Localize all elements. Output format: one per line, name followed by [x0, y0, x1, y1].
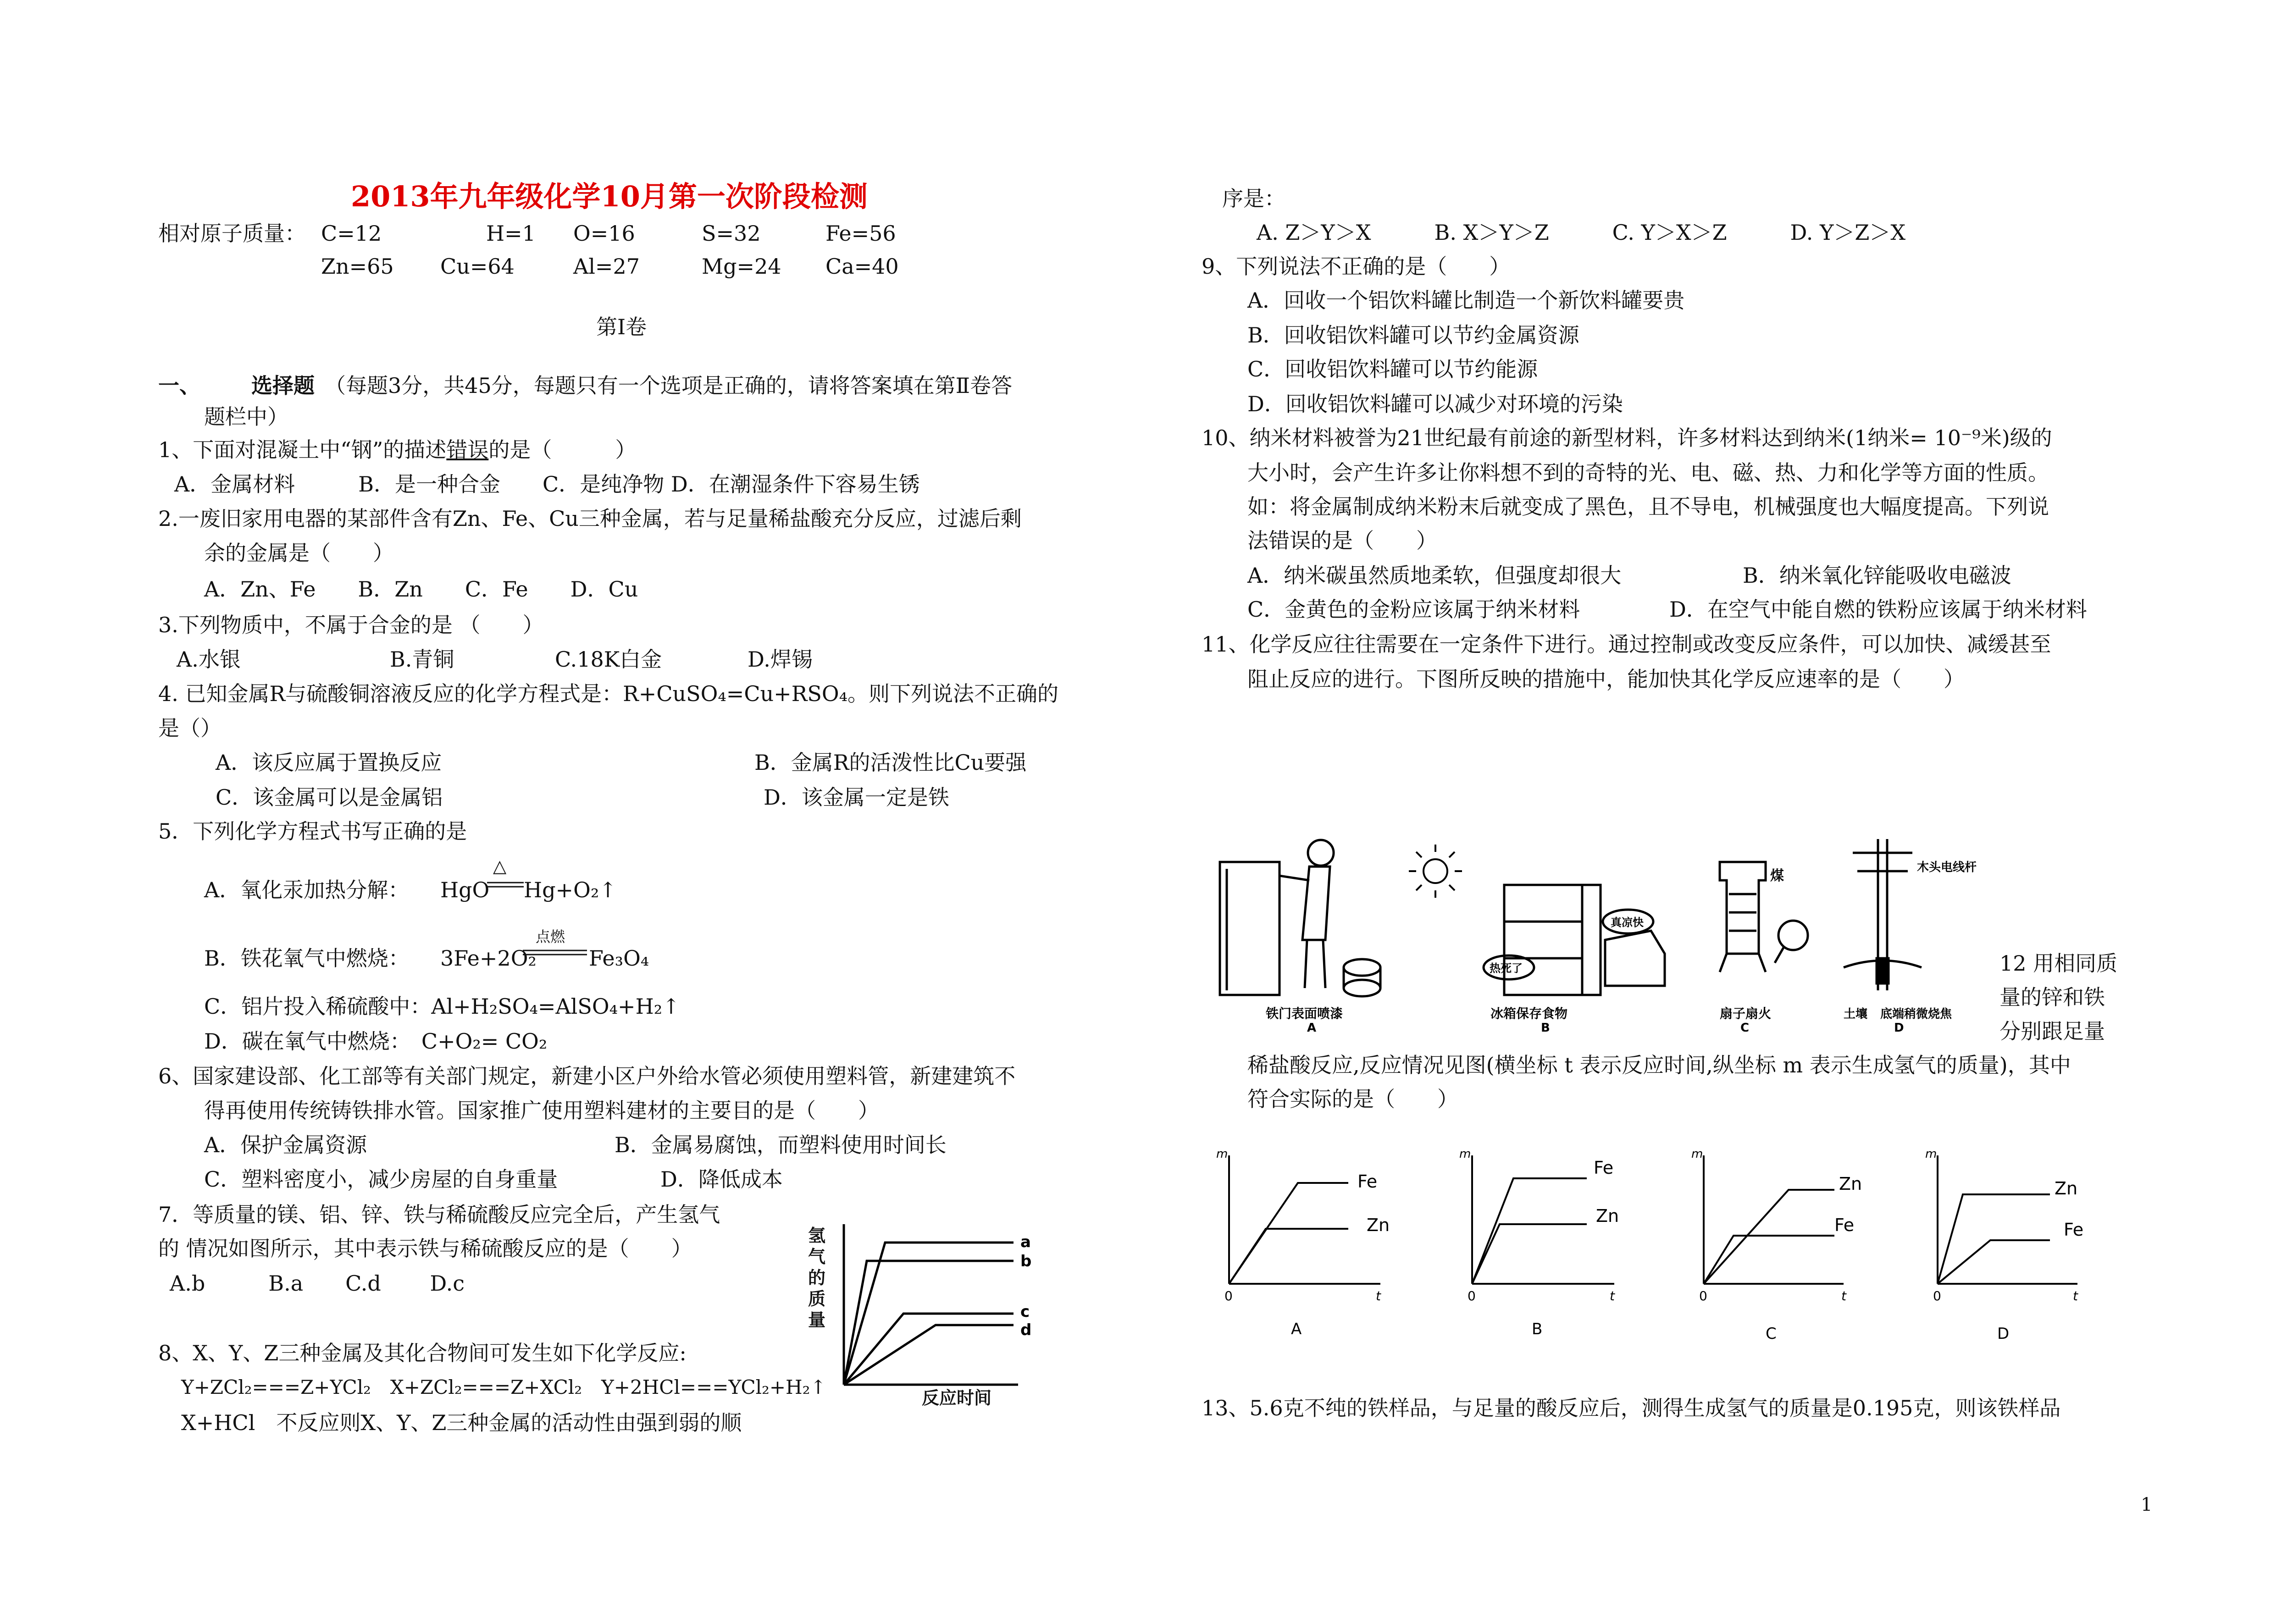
question-10-stem: 大小时，会产生许多让你料想不到的奇特的光、电、磁、热、力和化学等方面的性质。	[1247, 460, 2049, 485]
origin-label: 0	[1699, 1288, 1707, 1304]
page-number: 1	[2141, 1494, 2153, 1515]
q7-hydrogen-graph	[798, 1210, 1055, 1412]
question-2-stem: 余的金属是（ ）	[204, 541, 394, 565]
question-9-option-d: D．回收铝饮料罐可以减少对环境的污染	[1247, 392, 1623, 416]
illustration-b	[1484, 885, 1665, 995]
axis-label: t	[2073, 1288, 2078, 1304]
question-6-option-d: D．降低成本	[660, 1167, 783, 1192]
curve-label: Zn	[1839, 1174, 1862, 1194]
curve-label: a	[1020, 1233, 1031, 1251]
atomic-mass: Zn=65	[321, 254, 394, 279]
question-2-options: A．Zn、Fe B．Zn C．Fe D．Cu	[204, 577, 638, 602]
axis-label: m	[1216, 1147, 1228, 1161]
question-10-option-b: B．纳米氧化锌能吸收电磁波	[1743, 563, 2011, 588]
equals-sign	[523, 949, 587, 956]
question-1-stem: 1、下面对混凝土中“钢”的描述错误的是（ ）	[158, 437, 637, 462]
question-7-stem: 7．等质量的镁、铝、锌、铁与稀硫酸反应完全后，产生氢气	[158, 1202, 720, 1227]
letter-a: A	[1307, 1021, 1317, 1032]
page-title: 2013年九年级化学10月第一次阶段检测	[351, 180, 868, 213]
graph-letter: C	[1766, 1325, 1777, 1343]
question-12-stem: 量的锌和铁	[1999, 985, 2105, 1010]
question-10-option-c: C．金黄色的金粉应该属于纳米材料	[1247, 597, 1580, 622]
question-9-option-b: B．回收铝饮料罐可以节约金属资源	[1247, 323, 1579, 348]
q7-graph-y-label: 氢气的质量	[808, 1226, 826, 1330]
equals-sign	[487, 881, 524, 889]
equation-left: HgO	[440, 878, 490, 902]
question-10-stem: 如：将金属制成纳米粉末后就变成了黑色，且不导电，机械强度也大幅度提高。下列说	[1247, 494, 2049, 519]
question-6-option-a: A．保护金属资源	[204, 1132, 367, 1157]
question-6-stem: 得再使用传统铸铁排水管。国家推广使用塑料建材的主要目的是（ ）	[204, 1098, 879, 1123]
caption-b: 冰箱保存食物	[1490, 1006, 1568, 1021]
illustration-d	[1844, 839, 1922, 990]
question-3-option: D.焊锡	[748, 647, 813, 672]
question-9-option-a: A．回收一个铝饮料罐比制造一个新饮料罐要贵	[1247, 288, 1685, 313]
question-8-stem: 8、X、Y、Z三种金属及其化合物间可发生如下化学反应:	[158, 1341, 687, 1365]
question-8-options: A. Z＞Y＞X B. X＞Y＞Z C. Y＞X＞Z D. Y＞Z＞X	[1257, 220, 1906, 245]
question-8-stem-cont: 序是：	[1222, 186, 1285, 211]
question-13-stem: 13、5.6克不纯的铁样品，与足量的酸反应后，测得生成氢气的质量是0.195克，则该铁样品	[1202, 1396, 2061, 1420]
question-4-stem: 是（）	[158, 716, 222, 740]
question-10-stem: 法错误的是（ ）	[1247, 528, 1437, 553]
atomic-mass-label: 相对原子质量：	[158, 221, 306, 246]
question-11-stem: 阻止反应的进行。下图所反映的措施中，能加快其化学反应速率的是（ ）	[1247, 667, 1965, 691]
axis-label: t	[1610, 1288, 1615, 1304]
question-12-stem: 分别跟足量	[1999, 1019, 2105, 1044]
question-10-option-d: D．在空气中能自燃的铁粉应该属于纳米材料	[1669, 597, 2087, 622]
curve-label: c	[1020, 1303, 1030, 1321]
question-6-option-b: B．金属易腐蚀，而塑料使用时间长	[615, 1132, 947, 1157]
origin-label: 0	[1933, 1288, 1941, 1304]
question-8-equations: Y+ZCl₂===Z+YCl₂ X+ZCl₂===Z+XCl₂ Y+2HCl===YCl₂+H₂↑	[181, 1376, 826, 1398]
question-3-option: A.水银	[177, 647, 241, 672]
caption-d: 土壤	[1844, 1007, 1868, 1021]
coal-label: 煤	[1770, 868, 1784, 884]
bubble-text: 热死了	[1490, 962, 1523, 975]
question-9-stem: 9、下列说法不正确的是（ ）	[1202, 254, 1511, 279]
question-3-stem: 3.下列物质中，不属于合金的是 （ ）	[158, 613, 544, 637]
question-4-option-a: A．该反应属于置换反应	[216, 750, 442, 775]
question-5-stem: 5．下列化学方程式书写正确的是	[158, 819, 467, 844]
atomic-mass: S=32	[702, 221, 761, 246]
question-12-stem: 12 用相同质	[1999, 951, 2118, 976]
curve-label: Fe	[1834, 1215, 1855, 1235]
question-11-stem: 11、化学反应往往需要在一定条件下进行。通过控制或改变反应条件，可以加快、减缓甚至	[1202, 632, 2051, 657]
graph-b	[1472, 1155, 1614, 1284]
question-4-option-d: D．该金属一定是铁	[764, 785, 949, 810]
graph-letter: B	[1532, 1320, 1543, 1338]
pole-label: 木头电线杆	[1917, 861, 1977, 874]
equation-left: 3Fe+2O₂	[440, 946, 537, 971]
question-6-stem: 6、国家建设部、化工部等有关部门规定，新建小区户外给水管必须使用塑料管，新建建筑不	[158, 1064, 1016, 1088]
question-5-option-c: C．铝片投入稀硫酸中：Al+H₂SO₄=AlSO₄+H₂↑	[204, 994, 680, 1019]
question-12-stem: 符合实际的是（ ）	[1247, 1087, 1458, 1111]
question-4-option-b: B．金属R的活泼性比Cu要强	[754, 750, 1027, 775]
section-note: （每题3分，共45分，每题只有一个选项是正确的，请将答案填在第Ⅱ卷答	[325, 373, 1013, 398]
caption-d: 底端稍微烧焦	[1880, 1007, 1952, 1021]
graph-c	[1704, 1155, 1844, 1284]
question-6-option-c: C．塑料密度小，减少房屋的自身重量	[204, 1167, 558, 1192]
heating-condition: △	[493, 856, 507, 876]
atomic-mass: Mg=24	[702, 254, 781, 279]
graph-letter: D	[1997, 1325, 2010, 1343]
curve-b	[844, 1261, 1014, 1385]
axis-label: t	[1376, 1288, 1381, 1304]
atomic-mass: O=16	[573, 221, 635, 246]
section-note: 题栏中）	[204, 404, 288, 429]
equation-right: Hg+O₂↑	[524, 878, 617, 902]
curve-label: b	[1020, 1252, 1032, 1270]
axis-label: m	[1459, 1147, 1471, 1161]
atomic-mass: Cu=64	[440, 254, 515, 279]
atomic-mass: C=12	[321, 221, 382, 246]
question-5-option-d: D．碳在氧气中燃烧： C+O₂= CO₂	[204, 1029, 548, 1054]
question-4-stem: 4. 已知金属R与硫酸铜溶液反应的化学方程式是：R+CuSO₄=Cu+RSO₄。则下列说法不正确的	[158, 681, 1059, 706]
graph-letter: A	[1291, 1320, 1302, 1338]
question-3-option: B.青铜	[390, 647, 454, 672]
question-3-option: C.18K白金	[555, 647, 662, 672]
q12-graphs	[1211, 1137, 2128, 1348]
q7-graph-x-label: 反应时间	[922, 1388, 992, 1408]
caption-a: 铁门表面喷漆	[1266, 1006, 1343, 1021]
question-5-option-b-label: B．铁花氧气中燃烧：	[204, 946, 410, 971]
equation-right: Fe₃O₄	[589, 946, 649, 971]
atomic-mass: H=1	[486, 221, 536, 246]
curve-label: Fe	[2064, 1220, 2084, 1240]
curve-label: Fe	[1594, 1158, 1614, 1178]
question-10-option-a: A．纳米碳虽然质地柔软，但强度却很大	[1247, 563, 1622, 588]
question-12-stem: 稀盐酸反应,反应情况见图(横坐标 t 表示反应时间,纵坐标 m 表示生成氢气的质量)，其中	[1247, 1053, 2071, 1077]
ignite-condition: 点燃	[536, 928, 565, 945]
section-name: 选择题	[251, 373, 315, 398]
curve-label: Zn	[1367, 1215, 1390, 1235]
atomic-mass: Al=27	[573, 254, 640, 279]
curve-label: d	[1020, 1321, 1032, 1339]
illustration-a	[1220, 840, 1380, 996]
volume-heading: 第Ⅰ卷	[596, 315, 647, 339]
axis-label: m	[1691, 1147, 1703, 1161]
question-7-options: A.b B.a C.d D.c	[170, 1271, 465, 1296]
question-1-options: A．金属材料 B．是一种合金 C．是纯净物 D．在潮湿条件下容易生锈	[174, 472, 920, 497]
graph-d	[1938, 1155, 2077, 1284]
curve-label: Zn	[2055, 1178, 2078, 1199]
bubble-text: 真凉快	[1611, 916, 1644, 929]
atomic-mass: Ca=40	[825, 254, 899, 279]
question-5-option-a-label: A．氧化汞加热分解：	[204, 878, 410, 902]
question-8-stem: X+HCl 不反应则X、Y、Z三种金属的活动性由强到弱的顺	[181, 1410, 742, 1435]
q11-illustrations	[1211, 816, 1990, 1032]
question-9-option-c: C．回收铝饮料罐可以节约能源	[1247, 357, 1538, 381]
letter-c: C	[1740, 1021, 1750, 1032]
curve-label: Fe	[1357, 1171, 1378, 1192]
question-10-stem: 10、纳米材料被誉为21世纪最有前途的新型材料，许多材料达到纳米(1纳米= 10⁻⁹米)级的	[1202, 425, 2052, 450]
origin-label: 0	[1468, 1288, 1476, 1304]
question-4-option-c: C．该金属可以是金属铝	[216, 785, 443, 810]
question-7-stem: 的 情况如图所示，其中表示铁与稀硫酸反应的是（ ）	[158, 1236, 692, 1261]
atomic-mass: Fe=56	[825, 221, 896, 246]
axis-label: m	[1925, 1147, 1937, 1161]
illustration-c	[1720, 862, 1808, 972]
section-number: 一、	[158, 373, 200, 398]
curve-label: Zn	[1596, 1206, 1619, 1226]
caption-c: 扇子扇火	[1720, 1006, 1772, 1021]
origin-label: 0	[1224, 1288, 1233, 1304]
axis-label: t	[1841, 1288, 1846, 1304]
letter-d: D	[1894, 1021, 1904, 1032]
sun-icon	[1409, 845, 1462, 898]
question-2-stem: 2.一废旧家用电器的某部件含有Zn、Fe、Cu三种金属，若与足量稀盐酸充分反应，过滤后剩	[158, 506, 1022, 531]
letter-b: B	[1541, 1021, 1550, 1032]
